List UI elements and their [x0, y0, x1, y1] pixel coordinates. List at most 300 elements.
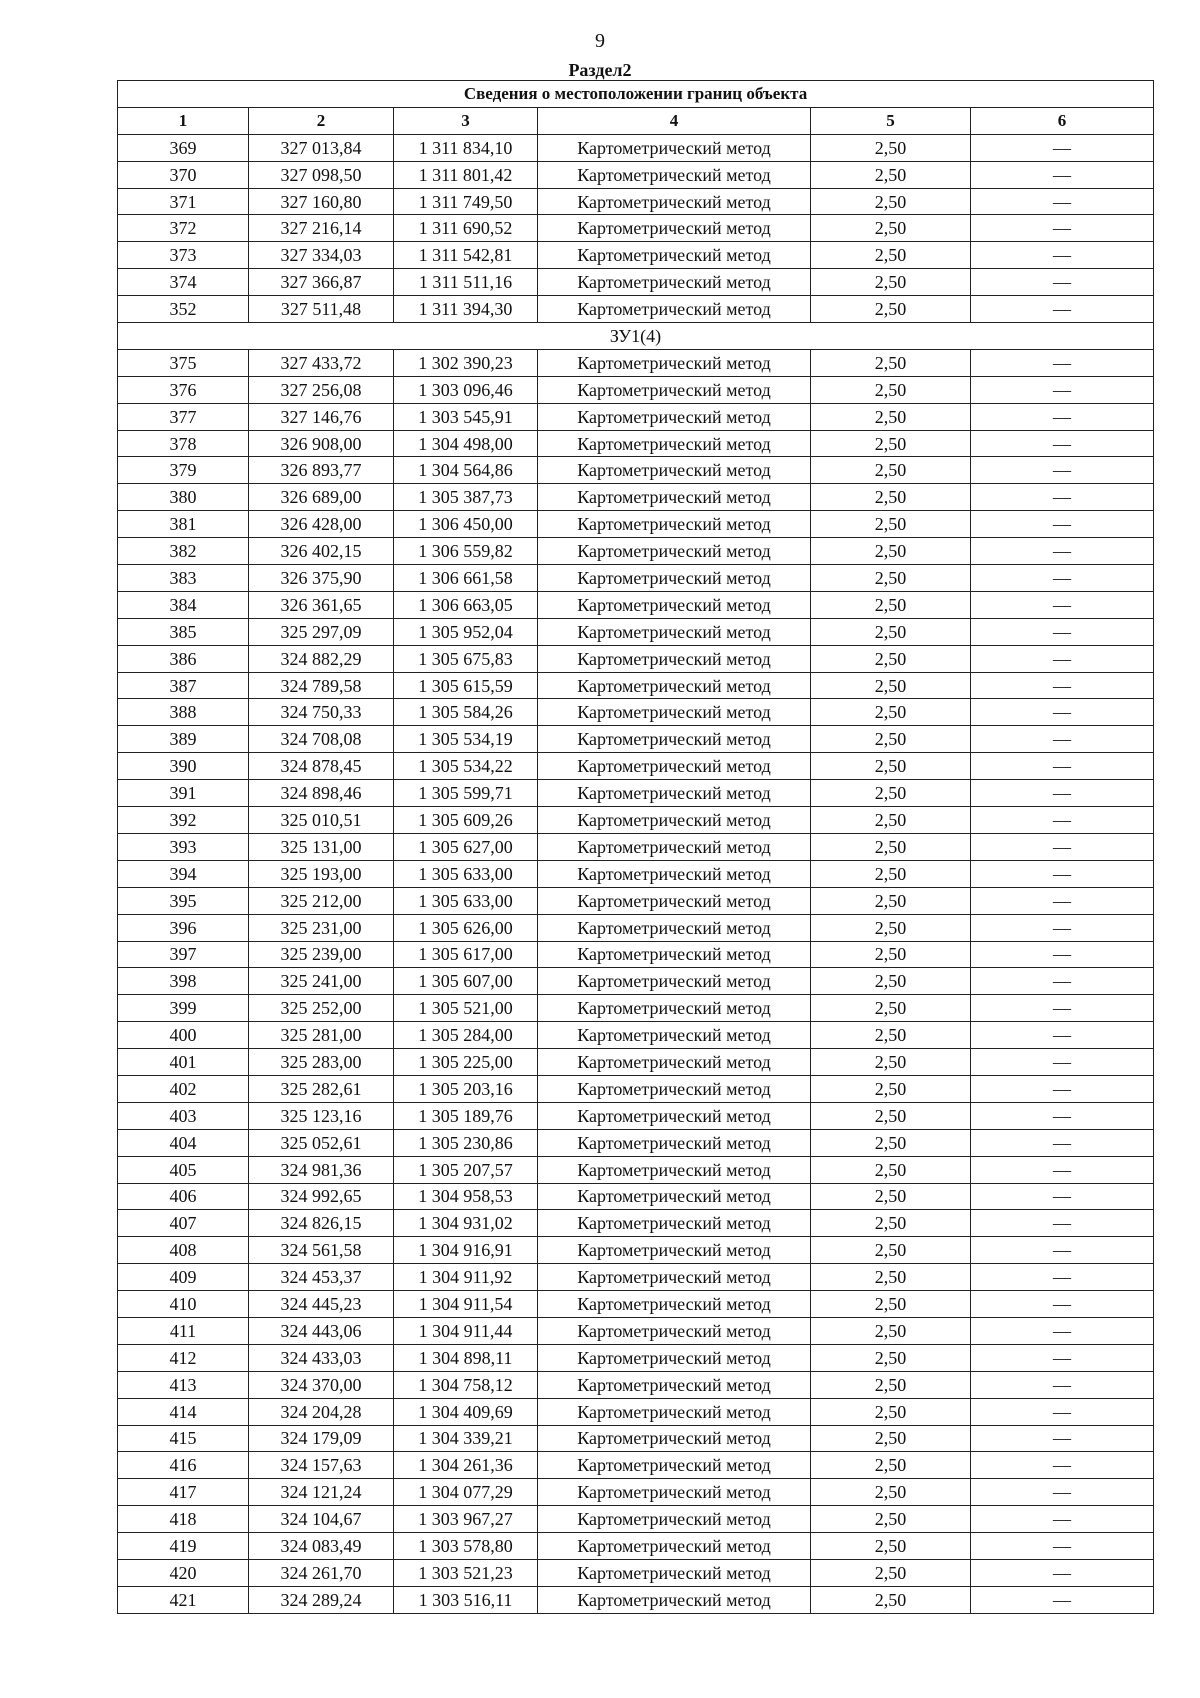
table-row	[118, 968, 1154, 995]
accuracy-cell: 2,50	[811, 1022, 971, 1049]
accuracy-cell: 2,50	[811, 1317, 971, 1344]
x-coordinate-cell: 324 445,23	[249, 1291, 394, 1318]
y-coordinate-cell: 1 303 578,80	[394, 1533, 538, 1560]
table-row	[118, 1237, 1154, 1264]
table-row	[118, 511, 1154, 538]
table-row	[118, 1129, 1154, 1156]
method-cell: Картометрический метод	[538, 1452, 811, 1479]
point-number-cell: 412	[118, 1344, 249, 1371]
table-row	[118, 349, 1154, 376]
point-number-cell: 398	[118, 968, 249, 995]
point-number-cell: 379	[118, 457, 249, 484]
accuracy-cell: 2,50	[811, 1398, 971, 1425]
point-number-cell: 391	[118, 780, 249, 807]
table-row	[118, 161, 1154, 188]
description-cell: —	[971, 269, 1154, 296]
point-number-cell: 415	[118, 1425, 249, 1452]
method-cell: Картометрический метод	[538, 1237, 811, 1264]
page-number: 9	[595, 30, 605, 52]
table-row	[118, 538, 1154, 565]
description-cell: —	[971, 1291, 1154, 1318]
point-number-cell: 374	[118, 269, 249, 296]
table-row	[118, 1075, 1154, 1102]
method-cell: Картометрический метод	[538, 538, 811, 565]
table-row	[118, 1049, 1154, 1076]
table-row	[118, 430, 1154, 457]
accuracy-cell: 2,50	[811, 1129, 971, 1156]
table-row	[118, 484, 1154, 511]
method-cell: Картометрический метод	[538, 161, 811, 188]
y-coordinate-cell: 1 306 663,05	[394, 591, 538, 618]
description-cell: —	[971, 1371, 1154, 1398]
point-number-cell: 371	[118, 188, 249, 215]
method-cell: Картометрический метод	[538, 1156, 811, 1183]
table-row	[118, 1102, 1154, 1129]
y-coordinate-cell: 1 305 230,86	[394, 1129, 538, 1156]
x-coordinate-cell: 326 402,15	[249, 538, 394, 565]
y-coordinate-cell: 1 302 390,23	[394, 349, 538, 376]
point-number-cell: 375	[118, 349, 249, 376]
y-coordinate-cell: 1 311 511,16	[394, 269, 538, 296]
x-coordinate-cell: 327 334,03	[249, 242, 394, 269]
method-cell: Картометрический метод	[538, 645, 811, 672]
y-coordinate-cell: 1 303 967,27	[394, 1506, 538, 1533]
table-row	[118, 995, 1154, 1022]
x-coordinate-cell: 327 366,87	[249, 269, 394, 296]
accuracy-cell: 2,50	[811, 941, 971, 968]
table-row	[118, 672, 1154, 699]
x-coordinate-cell: 324 882,29	[249, 645, 394, 672]
y-coordinate-cell: 1 305 615,59	[394, 672, 538, 699]
y-coordinate-cell: 1 311 834,10	[394, 134, 538, 161]
y-coordinate-cell: 1 306 559,82	[394, 538, 538, 565]
point-number-cell: 417	[118, 1479, 249, 1506]
x-coordinate-cell: 326 375,90	[249, 565, 394, 592]
y-coordinate-cell: 1 305 609,26	[394, 807, 538, 834]
point-number-cell: 396	[118, 914, 249, 941]
table-row	[118, 887, 1154, 914]
description-cell: —	[971, 1398, 1154, 1425]
table-row	[118, 296, 1154, 323]
description-cell: —	[971, 726, 1154, 753]
y-coordinate-cell: 1 304 758,12	[394, 1371, 538, 1398]
method-cell: Картометрический метод	[538, 1398, 811, 1425]
point-number-cell: 414	[118, 1398, 249, 1425]
x-coordinate-cell: 324 898,46	[249, 780, 394, 807]
column-header: 6	[971, 107, 1154, 134]
y-coordinate-cell: 1 304 916,91	[394, 1237, 538, 1264]
table-row	[118, 807, 1154, 834]
point-number-cell: 409	[118, 1264, 249, 1291]
accuracy-cell: 2,50	[811, 484, 971, 511]
method-cell: Картометрический метод	[538, 1479, 811, 1506]
point-number-cell: 394	[118, 860, 249, 887]
accuracy-cell: 2,50	[811, 1210, 971, 1237]
table-row	[118, 1183, 1154, 1210]
x-coordinate-cell: 324 179,09	[249, 1425, 394, 1452]
description-cell: —	[971, 1533, 1154, 1560]
accuracy-cell: 2,50	[811, 968, 971, 995]
description-cell: —	[971, 941, 1154, 968]
method-cell: Картометрический метод	[538, 1559, 811, 1586]
description-cell: —	[971, 403, 1154, 430]
y-coordinate-cell: 1 305 633,00	[394, 860, 538, 887]
table-body	[118, 134, 1154, 1613]
description-cell: —	[971, 1479, 1154, 1506]
column-header: 3	[394, 107, 538, 134]
description-cell: —	[971, 1210, 1154, 1237]
point-number-cell: 395	[118, 887, 249, 914]
x-coordinate-cell: 327 511,48	[249, 296, 394, 323]
y-coordinate-cell: 1 305 225,00	[394, 1049, 538, 1076]
y-coordinate-cell: 1 304 958,53	[394, 1183, 538, 1210]
x-coordinate-cell: 327 256,08	[249, 376, 394, 403]
method-cell: Картометрический метод	[538, 1586, 811, 1613]
y-coordinate-cell: 1 305 284,00	[394, 1022, 538, 1049]
accuracy-cell: 2,50	[811, 726, 971, 753]
y-coordinate-cell: 1 305 584,26	[394, 699, 538, 726]
method-cell: Картометрический метод	[538, 1264, 811, 1291]
accuracy-cell: 2,50	[811, 618, 971, 645]
x-coordinate-cell: 326 908,00	[249, 430, 394, 457]
accuracy-cell: 2,50	[811, 457, 971, 484]
x-coordinate-cell: 325 193,00	[249, 860, 394, 887]
x-coordinate-cell: 324 121,24	[249, 1479, 394, 1506]
accuracy-cell: 2,50	[811, 1183, 971, 1210]
accuracy-cell: 2,50	[811, 860, 971, 887]
accuracy-cell: 2,50	[811, 1425, 971, 1452]
method-cell: Картометрический метод	[538, 188, 811, 215]
accuracy-cell: 2,50	[811, 995, 971, 1022]
method-cell: Картометрический метод	[538, 269, 811, 296]
description-cell: —	[971, 296, 1154, 323]
accuracy-cell: 2,50	[811, 1264, 971, 1291]
description-cell: —	[971, 1102, 1154, 1129]
table-row	[118, 618, 1154, 645]
method-cell: Картометрический метод	[538, 672, 811, 699]
table-row	[118, 1344, 1154, 1371]
description-cell: —	[971, 860, 1154, 887]
x-coordinate-cell: 324 104,67	[249, 1506, 394, 1533]
x-coordinate-cell: 324 453,37	[249, 1264, 394, 1291]
x-coordinate-cell: 326 361,65	[249, 591, 394, 618]
accuracy-cell: 2,50	[811, 296, 971, 323]
accuracy-cell: 2,50	[811, 1344, 971, 1371]
description-cell: —	[971, 1264, 1154, 1291]
method-cell: Картометрический метод	[538, 215, 811, 242]
method-cell: Картометрический метод	[538, 242, 811, 269]
method-cell: Картометрический метод	[538, 726, 811, 753]
x-coordinate-cell: 324 992,65	[249, 1183, 394, 1210]
x-coordinate-cell: 324 878,45	[249, 753, 394, 780]
method-cell: Картометрический метод	[538, 914, 811, 941]
accuracy-cell: 2,50	[811, 376, 971, 403]
table-row	[118, 753, 1154, 780]
table-row	[118, 1210, 1154, 1237]
x-coordinate-cell: 324 433,03	[249, 1344, 394, 1371]
description-cell: —	[971, 1075, 1154, 1102]
accuracy-cell: 2,50	[811, 1156, 971, 1183]
point-number-cell: 405	[118, 1156, 249, 1183]
point-number-cell: 390	[118, 753, 249, 780]
y-coordinate-cell: 1 303 516,11	[394, 1586, 538, 1613]
method-cell: Картометрический метод	[538, 1344, 811, 1371]
accuracy-cell: 2,50	[811, 1291, 971, 1318]
y-coordinate-cell: 1 304 564,86	[394, 457, 538, 484]
table-row	[118, 269, 1154, 296]
y-coordinate-cell: 1 305 627,00	[394, 833, 538, 860]
description-cell: —	[971, 645, 1154, 672]
x-coordinate-cell: 325 281,00	[249, 1022, 394, 1049]
point-number-cell: 413	[118, 1371, 249, 1398]
table-row	[118, 699, 1154, 726]
x-coordinate-cell: 325 231,00	[249, 914, 394, 941]
point-number-cell: 378	[118, 430, 249, 457]
description-cell: —	[971, 457, 1154, 484]
accuracy-cell: 2,50	[811, 914, 971, 941]
method-cell: Картометрический метод	[538, 995, 811, 1022]
description-cell: —	[971, 376, 1154, 403]
point-number-cell: 389	[118, 726, 249, 753]
accuracy-cell: 2,50	[811, 753, 971, 780]
x-coordinate-cell: 327 160,80	[249, 188, 394, 215]
method-cell: Картометрический метод	[538, 699, 811, 726]
accuracy-cell: 2,50	[811, 1371, 971, 1398]
point-number-cell: 402	[118, 1075, 249, 1102]
table-row	[118, 833, 1154, 860]
table-row	[118, 134, 1154, 161]
accuracy-cell: 2,50	[811, 1533, 971, 1560]
point-number-cell: 416	[118, 1452, 249, 1479]
table-row	[118, 1452, 1154, 1479]
point-number-cell: 410	[118, 1291, 249, 1318]
point-number-cell: 384	[118, 591, 249, 618]
x-coordinate-cell: 327 013,84	[249, 134, 394, 161]
point-number-cell: 377	[118, 403, 249, 430]
x-coordinate-cell: 325 010,51	[249, 807, 394, 834]
table-row	[118, 1022, 1154, 1049]
accuracy-cell: 2,50	[811, 699, 971, 726]
method-cell: Картометрический метод	[538, 403, 811, 430]
table-row	[118, 1291, 1154, 1318]
group-row	[118, 323, 1154, 350]
x-coordinate-cell: 324 826,15	[249, 1210, 394, 1237]
point-number-cell: 403	[118, 1102, 249, 1129]
description-cell: —	[971, 1452, 1154, 1479]
accuracy-cell: 2,50	[811, 538, 971, 565]
description-cell: —	[971, 699, 1154, 726]
y-coordinate-cell: 1 305 534,19	[394, 726, 538, 753]
description-cell: —	[971, 1317, 1154, 1344]
accuracy-cell: 2,50	[811, 565, 971, 592]
description-cell: —	[971, 618, 1154, 645]
table-row	[118, 457, 1154, 484]
x-coordinate-cell: 324 789,58	[249, 672, 394, 699]
column-header: 4	[538, 107, 811, 134]
accuracy-cell: 2,50	[811, 215, 971, 242]
point-number-cell: 372	[118, 215, 249, 242]
description-cell: —	[971, 161, 1154, 188]
method-cell: Картометрический метод	[538, 1129, 811, 1156]
point-number-cell: 419	[118, 1533, 249, 1560]
table-row	[118, 726, 1154, 753]
y-coordinate-cell: 1 305 203,16	[394, 1075, 538, 1102]
point-number-cell: 380	[118, 484, 249, 511]
point-number-cell: 392	[118, 807, 249, 834]
description-cell: —	[971, 1022, 1154, 1049]
method-cell: Картометрический метод	[538, 134, 811, 161]
point-number-cell: 385	[118, 618, 249, 645]
y-coordinate-cell: 1 303 096,46	[394, 376, 538, 403]
description-cell: —	[971, 1183, 1154, 1210]
y-coordinate-cell: 1 304 898,11	[394, 1344, 538, 1371]
point-number-cell: 383	[118, 565, 249, 592]
accuracy-cell: 2,50	[811, 1452, 971, 1479]
description-cell: —	[971, 1506, 1154, 1533]
method-cell: Картометрический метод	[538, 511, 811, 538]
table-row	[118, 1586, 1154, 1613]
y-coordinate-cell: 1 305 207,57	[394, 1156, 538, 1183]
description-cell: —	[971, 1049, 1154, 1076]
y-coordinate-cell: 1 305 626,00	[394, 914, 538, 941]
y-coordinate-cell: 1 303 521,23	[394, 1559, 538, 1586]
boundary-coordinates-table	[117, 80, 1154, 1614]
table-row	[118, 1156, 1154, 1183]
table-row	[118, 780, 1154, 807]
x-coordinate-cell: 325 239,00	[249, 941, 394, 968]
table-row	[118, 941, 1154, 968]
y-coordinate-cell: 1 306 661,58	[394, 565, 538, 592]
y-coordinate-cell: 1 303 545,91	[394, 403, 538, 430]
y-coordinate-cell: 1 304 911,92	[394, 1264, 538, 1291]
y-coordinate-cell: 1 311 542,81	[394, 242, 538, 269]
table-header-row	[118, 107, 1154, 134]
description-cell: —	[971, 1344, 1154, 1371]
accuracy-cell: 2,50	[811, 833, 971, 860]
group-label: ЗУ1(4)	[118, 323, 1154, 350]
point-number-cell: 418	[118, 1506, 249, 1533]
table-row	[118, 591, 1154, 618]
point-number-cell: 411	[118, 1317, 249, 1344]
y-coordinate-cell: 1 305 617,00	[394, 941, 538, 968]
x-coordinate-cell: 325 297,09	[249, 618, 394, 645]
description-cell: —	[971, 1559, 1154, 1586]
method-cell: Картометрический метод	[538, 1506, 811, 1533]
table-row	[118, 1506, 1154, 1533]
description-cell: —	[971, 887, 1154, 914]
x-coordinate-cell: 324 443,06	[249, 1317, 394, 1344]
description-cell: —	[971, 591, 1154, 618]
table-row	[118, 1398, 1154, 1425]
y-coordinate-cell: 1 305 387,73	[394, 484, 538, 511]
method-cell: Картометрический метод	[538, 1210, 811, 1237]
y-coordinate-cell: 1 304 911,54	[394, 1291, 538, 1318]
y-coordinate-cell: 1 304 498,00	[394, 430, 538, 457]
description-cell: —	[971, 1156, 1154, 1183]
x-coordinate-cell: 326 428,00	[249, 511, 394, 538]
point-number-cell: 352	[118, 296, 249, 323]
description-cell: —	[971, 484, 1154, 511]
accuracy-cell: 2,50	[811, 1049, 971, 1076]
column-header: 2	[249, 107, 394, 134]
table-row	[118, 565, 1154, 592]
y-coordinate-cell: 1 304 339,21	[394, 1425, 538, 1452]
method-cell: Картометрический метод	[538, 591, 811, 618]
table-row	[118, 1425, 1154, 1452]
x-coordinate-cell: 324 083,49	[249, 1533, 394, 1560]
description-cell: —	[971, 215, 1154, 242]
method-cell: Картометрический метод	[538, 1291, 811, 1318]
description-cell: —	[971, 430, 1154, 457]
description-cell: —	[971, 753, 1154, 780]
table-caption-row	[118, 81, 1154, 108]
y-coordinate-cell: 1 306 450,00	[394, 511, 538, 538]
description-cell: —	[971, 1425, 1154, 1452]
point-number-cell: 420	[118, 1559, 249, 1586]
table-row	[118, 914, 1154, 941]
table-row	[118, 1317, 1154, 1344]
accuracy-cell: 2,50	[811, 242, 971, 269]
description-cell: —	[971, 914, 1154, 941]
x-coordinate-cell: 325 282,61	[249, 1075, 394, 1102]
accuracy-cell: 2,50	[811, 403, 971, 430]
x-coordinate-cell: 325 123,16	[249, 1102, 394, 1129]
accuracy-cell: 2,50	[811, 1479, 971, 1506]
x-coordinate-cell: 325 283,00	[249, 1049, 394, 1076]
table-row	[118, 376, 1154, 403]
accuracy-cell: 2,50	[811, 1586, 971, 1613]
y-coordinate-cell: 1 311 801,42	[394, 161, 538, 188]
description-cell: —	[971, 968, 1154, 995]
accuracy-cell: 2,50	[811, 887, 971, 914]
x-coordinate-cell: 324 750,33	[249, 699, 394, 726]
point-number-cell: 406	[118, 1183, 249, 1210]
accuracy-cell: 2,50	[811, 134, 971, 161]
method-cell: Картометрический метод	[538, 1022, 811, 1049]
description-cell: —	[971, 995, 1154, 1022]
point-number-cell: 397	[118, 941, 249, 968]
description-cell: —	[971, 780, 1154, 807]
table-row	[118, 1533, 1154, 1560]
x-coordinate-cell: 326 893,77	[249, 457, 394, 484]
description-cell: —	[971, 565, 1154, 592]
x-coordinate-cell: 325 131,00	[249, 833, 394, 860]
table-row	[118, 1371, 1154, 1398]
method-cell: Картометрический метод	[538, 1425, 811, 1452]
point-number-cell: 404	[118, 1129, 249, 1156]
accuracy-cell: 2,50	[811, 645, 971, 672]
table-row	[118, 860, 1154, 887]
method-cell: Картометрический метод	[538, 968, 811, 995]
point-number-cell: 408	[118, 1237, 249, 1264]
method-cell: Картометрический метод	[538, 941, 811, 968]
method-cell: Картометрический метод	[538, 1533, 811, 1560]
method-cell: Картометрический метод	[538, 753, 811, 780]
accuracy-cell: 2,50	[811, 1075, 971, 1102]
method-cell: Картометрический метод	[538, 1371, 811, 1398]
accuracy-cell: 2,50	[811, 1102, 971, 1129]
method-cell: Картометрический метод	[538, 349, 811, 376]
accuracy-cell: 2,50	[811, 591, 971, 618]
point-number-cell: 370	[118, 161, 249, 188]
method-cell: Картометрический метод	[538, 1317, 811, 1344]
accuracy-cell: 2,50	[811, 188, 971, 215]
table-row	[118, 1559, 1154, 1586]
description-cell: —	[971, 1586, 1154, 1613]
method-cell: Картометрический метод	[538, 1049, 811, 1076]
description-cell: —	[971, 349, 1154, 376]
point-number-cell: 382	[118, 538, 249, 565]
